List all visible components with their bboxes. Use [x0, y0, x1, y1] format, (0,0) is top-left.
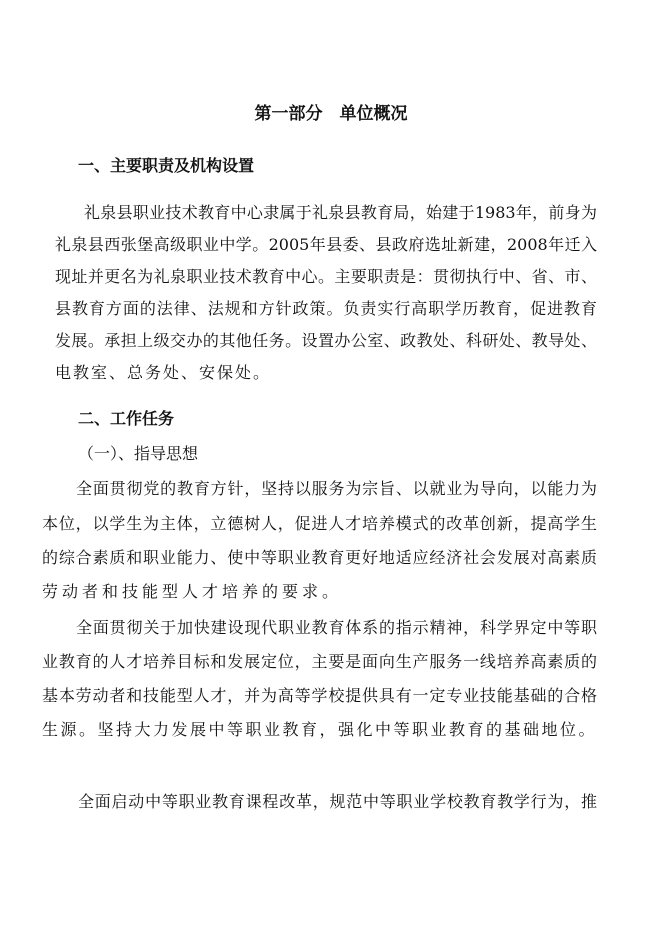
subheading: （一）、指导思想 [78, 444, 199, 463]
paragraph-line: 礼泉县职业技术教育中心隶属于礼泉县教育局，始建于1983年，前身为 [84, 203, 597, 222]
section-heading-2: 二、工作任务 [78, 409, 175, 428]
paragraph-line: 礼泉县西张堡高级职业中学。2005年县委、县政府选址新建，2008年迁入 [55, 235, 597, 254]
paragraph-line: 基本劳动者和技能型人才，并为高等学校提供具有一定专业技能基础的合格 [42, 686, 597, 705]
paragraph-line: 县教育方面的法律、法规和方针政策。负责实行高职学历教育，促进教育 [55, 299, 597, 318]
section-heading-1: 一、主要职责及机构设置 [78, 156, 255, 175]
paragraph-line: 本位，以学生为主体，立德树人，促进人才培养模式的改革创新，提高学生 [42, 514, 597, 533]
paragraph-line: 全面贯彻党的教育方针，坚持以服务为宗旨、以就业为导向，以能力为 [76, 479, 597, 498]
paragraph-line: 发展。承担上级交办的其他任务。设置办公室、政教处、科研处、教导处、 [55, 331, 597, 350]
page-title: 第一部分 单位概况 [254, 104, 408, 124]
paragraph-line: 的综合素质和职业能力、使中等职业教育更好地适应经济社会发展对高素质 [42, 548, 597, 567]
paragraph-line: 全面启动中等职业教育课程改革，规范中等职业学校教育教学行为，推 [78, 792, 597, 811]
paragraph-line: 业教育的人才培养目标和发展定位，主要是面向生产服务一线培养高素质的 [42, 652, 597, 671]
paragraph-line: 现址并更名为礼泉职业技术教育中心。主要职责是：贯彻执行中、省、市、 [55, 267, 597, 286]
paragraph-line: 全面贯彻关于加快建设现代职业教育体系的指示精神，科学界定中等职 [76, 618, 597, 637]
paragraph-line: 电教室、总务处、安保处。 [55, 363, 272, 382]
paragraph-line: 生源。坚持大力发展中等职业教育，强化中等职业教育的基础地位。 [42, 720, 598, 739]
paragraph-line: 劳动者和技能型人才培养的要求。 [42, 582, 343, 601]
